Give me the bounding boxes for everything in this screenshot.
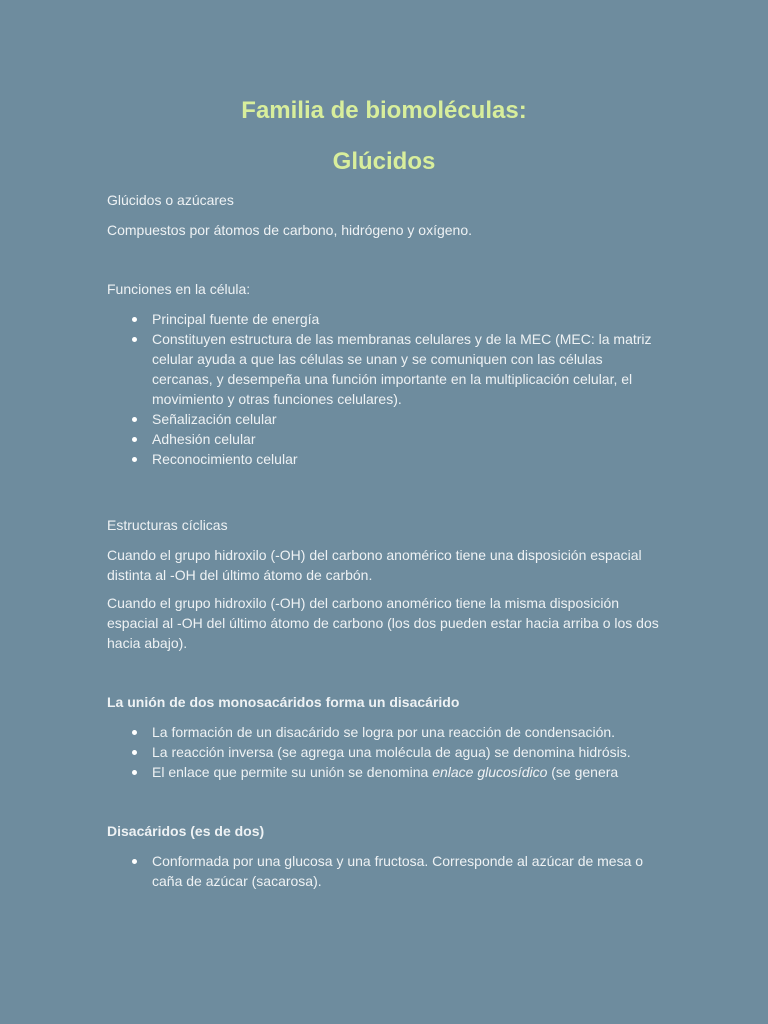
intro-paragraph-2: Compuestos por átomos de carbono, hidrógeno y oxígeno.: [107, 222, 473, 238]
funciones-list: [107, 309, 667, 469]
disacaridos-list: [107, 851, 667, 891]
document-content: [107, 190, 667, 891]
union-heading: La unión de dos monosacáridos forma un disacárido: [107, 694, 460, 710]
list-item-text-end: (se genera: [547, 764, 619, 780]
list-item: Adhesión celular: [152, 429, 667, 449]
ciclicas-paragraph-2: Cuando el grupo hidroxilo (-OH) del carbono anomérico tiene la misma disposición espacial al -OH del último átomo de carbono (los dos pueden estar hacia arriba o los dos hacia abajo).: [107, 595, 659, 651]
page-title: Familia de biomoléculas:: [241, 97, 527, 124]
page-subtitle: Glúcidos: [332, 148, 436, 175]
list-item: Principal fuente de energía: [152, 309, 667, 329]
list-item: [152, 762, 667, 782]
list-item: La reacción inversa (se agrega una molécula de agua) se denomina hidrósis.: [152, 742, 667, 762]
list-item-text: El enlace que permite su unión se denomina: [152, 764, 433, 780]
disacaridos-heading: Disacáridos (es de dos): [107, 823, 265, 839]
list-item: Reconocimiento celular: [152, 449, 667, 469]
list-item-emphasis: enlace glucosídico: [432, 764, 548, 780]
list-item: Constituyen estructura de las membranas celulares y de la MEC (MEC: la matriz celular ayuda a que las células se unan y se comuniquen con las células cercanas, y desempeña una función importante en la multiplicación celular, el movimiento y otras funciones celulares).: [152, 329, 667, 409]
funciones-heading: Funciones en la célula:: [107, 281, 251, 297]
list-item: Señalización celular: [152, 409, 667, 429]
list-item: Conformada por una glucosa y una fructosa. Corresponde al azúcar de mesa o caña de azúcar (sacarosa).: [152, 851, 667, 891]
intro-paragraph-1: Glúcidos o azúcares: [107, 192, 234, 208]
ciclicas-paragraph-1: Cuando el grupo hidroxilo (-OH) del carbono anomérico tiene una disposición espacial distinta al -OH del último átomo de carbón.: [107, 547, 642, 583]
union-list: [107, 722, 667, 782]
ciclicas-heading: Estructuras cíclicas: [107, 517, 228, 533]
list-item: La formación de un disacárido se logra por una reacción de condensación.: [152, 722, 667, 742]
